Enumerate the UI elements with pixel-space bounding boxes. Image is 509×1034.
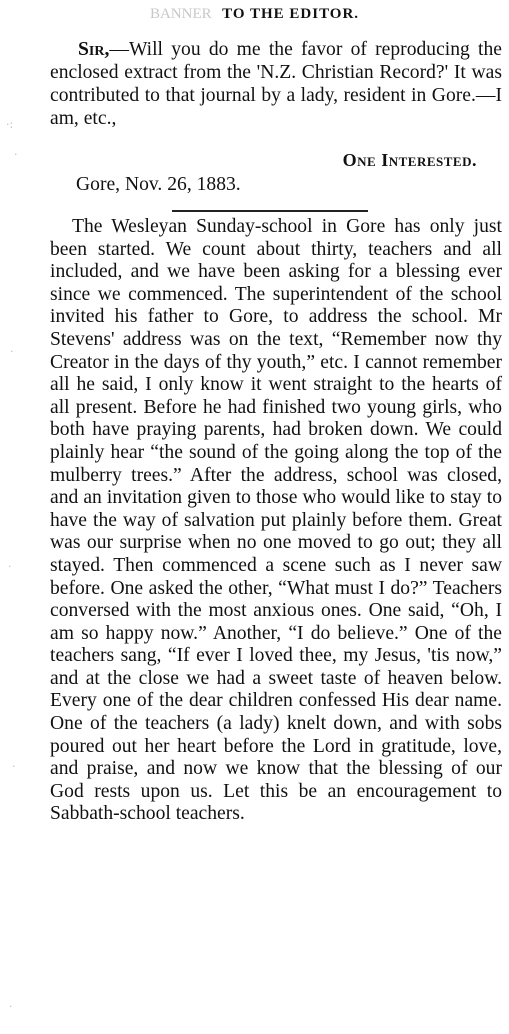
bleed-mark: ·: bbox=[6, 118, 14, 131]
bleed-mark: · bbox=[14, 148, 18, 161]
bleed-mark: · bbox=[12, 760, 16, 773]
bleed-mark: · bbox=[10, 345, 14, 358]
letter-paragraph bbox=[50, 38, 502, 130]
section-divider bbox=[172, 210, 368, 212]
column-heading bbox=[0, 6, 509, 23]
letter-dateline: Gore, Nov. 26, 1883. bbox=[76, 174, 241, 195]
bleed-mark: · bbox=[8, 560, 12, 573]
extract-paragraph: The Wesleyan Sunday-school in Gore has only just been started. We count about thirty, teachers and all included, and we have been asking for a blessing ever since we commenced. The superintendent of the school invited his father to Gore, to address the school. Mr Stevens' address was on the text, “Remember now thy Creator in the days of thy youth,” etc. I cannot remember all he said, I only know it went straight to the hearts of all present. Before he had finished two young girls, who both have praying parents, had broken down. We could plainly hear “the sound of the going along the top of the mulberry trees.” After the address, school was closed, and an invitation given to those who would like to stay to have the way of salvation put plainly before them. Great was our surprise when no one moved to go out; they all stayed. Then commenced a scene such as I never saw before. One asked the other, “What must I do?” Teachers conversed with the most anxious ones. One said, “Oh, I am so happy now.” Another, “I do believe.” One of the teachers sang, “If ever I loved thee, my Jesus, 'tis now,” and at the close we had a sweet taste of heaven below. Every one of the dear children confessed His dear name. One of the teachers (a lady) knelt down, and with sobs poured out her heart before the Lord in gratitude, love, and praise, and now we know that the blessing of our God rests upon us. Let this be an encouragement to Sabbath-school teachers. bbox=[50, 216, 502, 825]
letter-signature: One Interested. bbox=[342, 150, 477, 170]
heading-title: TO THE EDITOR. bbox=[222, 6, 360, 22]
letter-salutation: Sir, bbox=[78, 39, 110, 60]
bleed-mark: · bbox=[9, 1000, 13, 1013]
heading-faded-text: BANNER bbox=[149, 6, 212, 22]
letter-body: —Will you do me the favor of reproducing the enclosed extract from the 'N.Z. Christian Record?' It was contributed to that journal by a lady, resident in Gore.—I am, etc., bbox=[50, 39, 502, 129]
